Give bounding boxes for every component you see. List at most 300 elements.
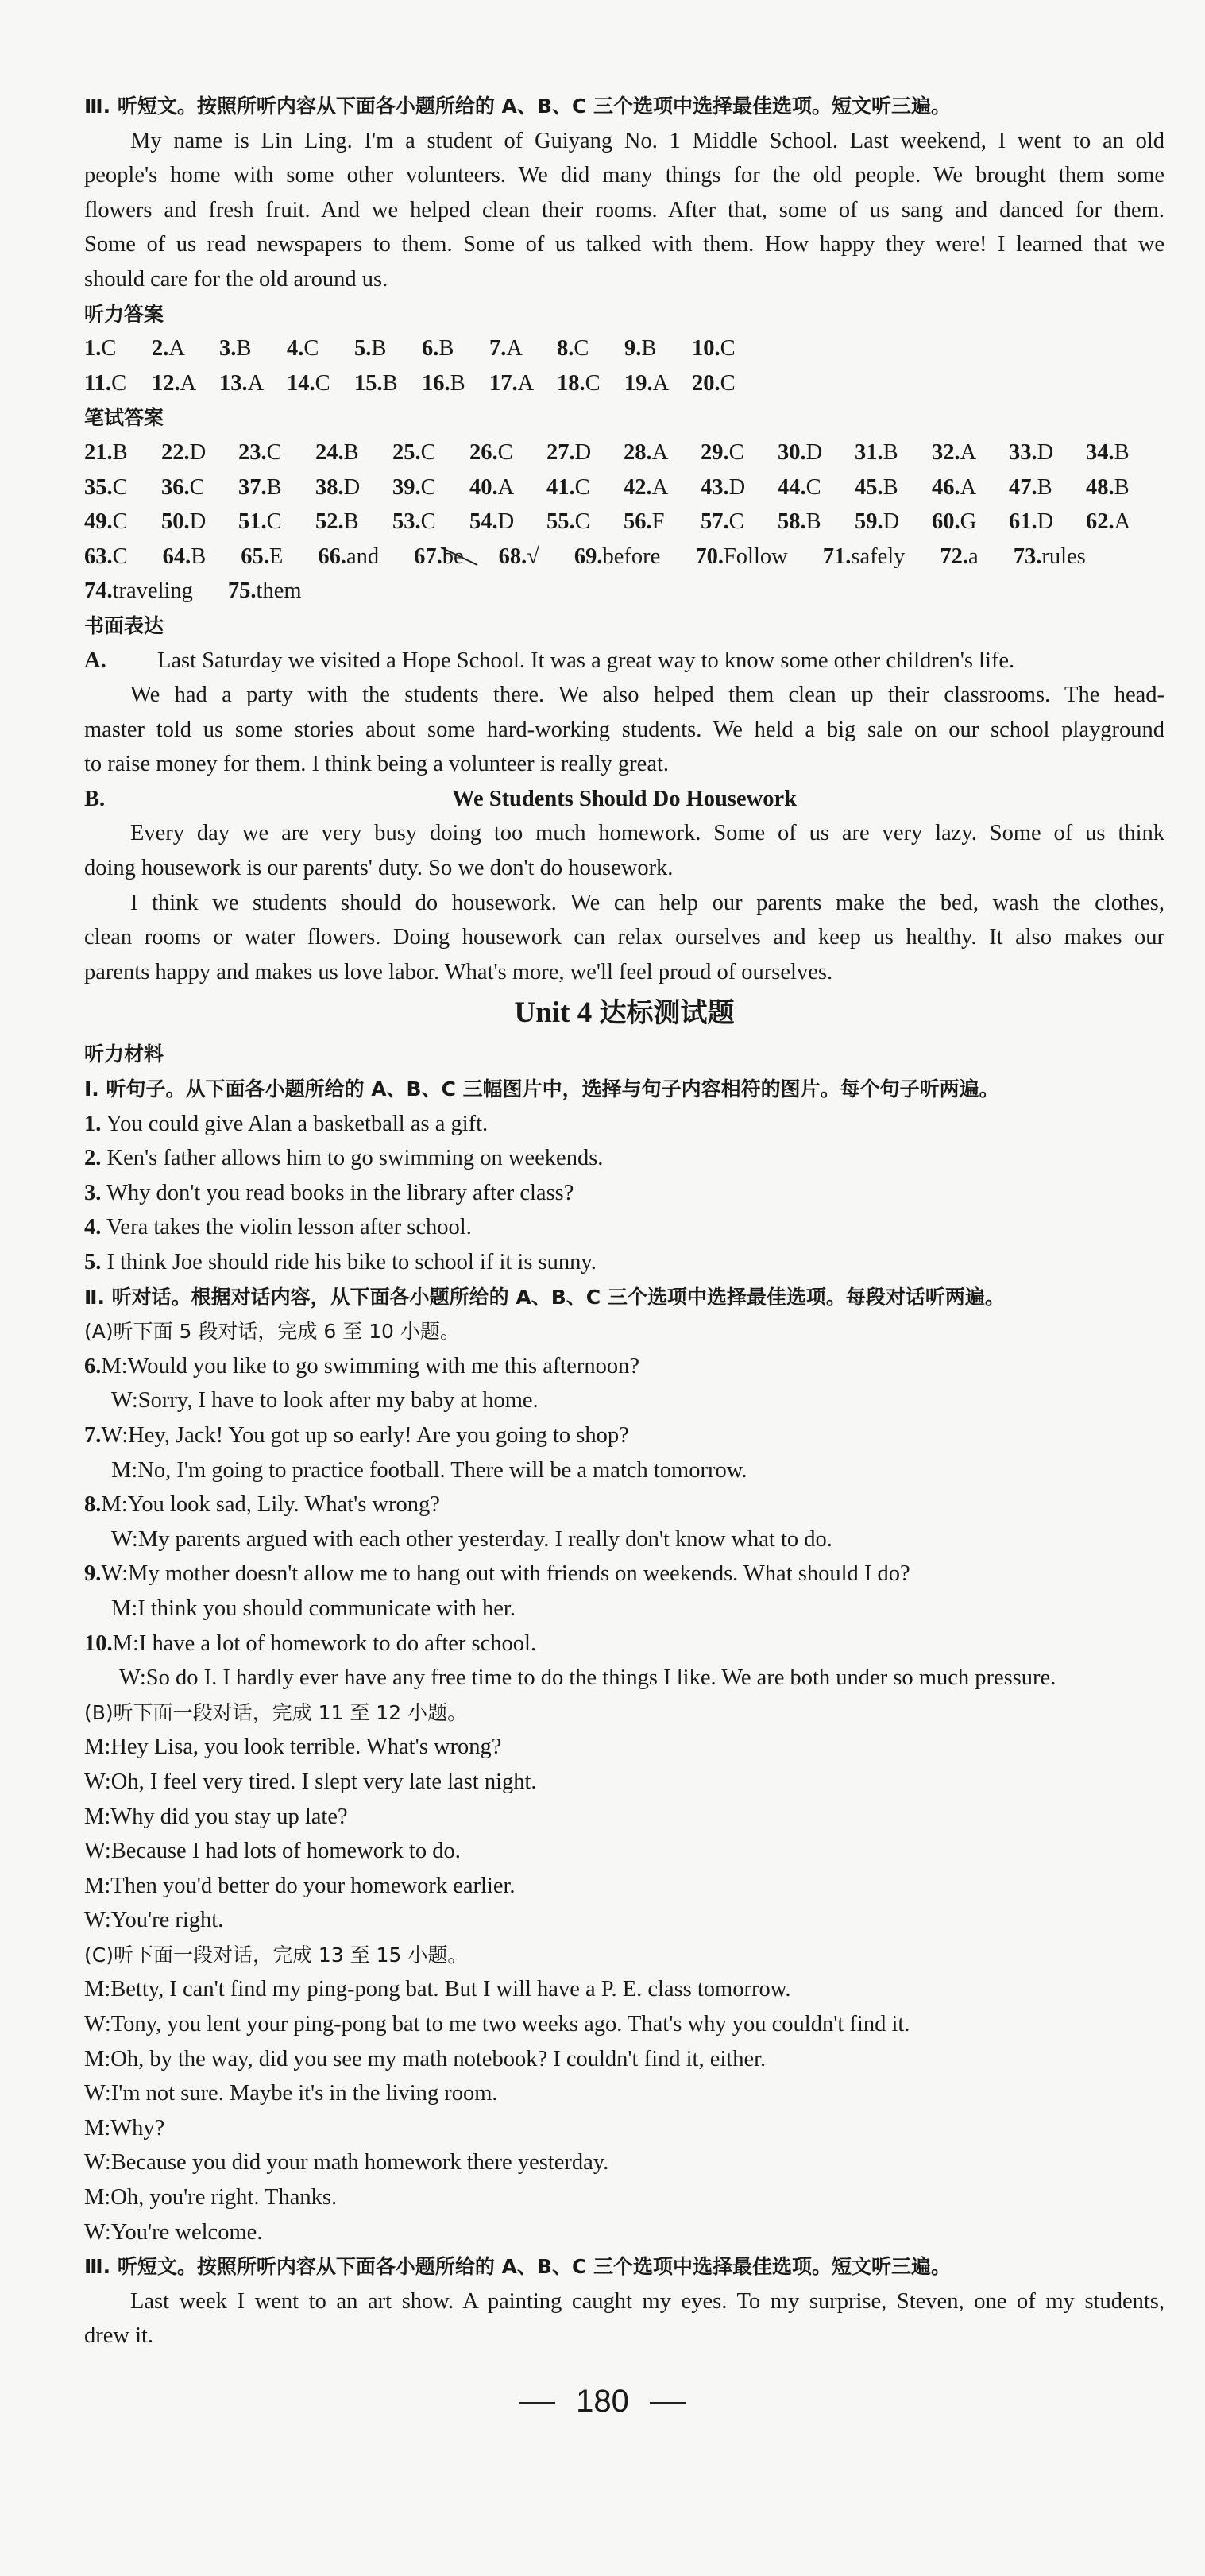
dialog-line xyxy=(84,1349,1164,1384)
answer-item xyxy=(1009,505,1086,540)
answer-value: D xyxy=(189,509,207,535)
answer-number: 28. xyxy=(624,439,652,465)
answer-value: A xyxy=(247,370,265,396)
answer-value: B xyxy=(883,474,898,500)
answer-value: G xyxy=(960,509,977,535)
answer-value: A xyxy=(506,336,523,362)
answer-value: A xyxy=(652,370,670,396)
answer-number: 70. xyxy=(695,543,724,569)
dialog-number: 8. xyxy=(84,1492,102,1518)
page-number-dash xyxy=(650,2402,686,2404)
answer-item xyxy=(287,331,354,366)
dialog-line xyxy=(84,1626,1164,1661)
answer-value: D xyxy=(574,439,592,465)
answer-number: 74. xyxy=(84,578,113,604)
answer-number: 43. xyxy=(701,474,729,500)
dialog-line: W:I'm not sure. Maybe it's in the living room. xyxy=(84,2081,498,2106)
answer-item xyxy=(489,366,557,401)
answer-number: 66. xyxy=(318,543,346,569)
answer-number: 54. xyxy=(469,509,498,535)
answer-value: C xyxy=(585,370,601,396)
answer-value: C xyxy=(720,336,736,362)
answer-value: C xyxy=(805,474,821,500)
answer-value: C xyxy=(112,509,128,535)
answer-number: 48. xyxy=(1086,474,1114,500)
answer-number: 73. xyxy=(1013,543,1042,569)
page-number-text: 180 xyxy=(576,2384,629,2419)
answer-value: C xyxy=(728,439,744,465)
essay-line: to raise money for them. I think being a volunteer is really great. xyxy=(84,752,670,777)
sentence-line xyxy=(84,1107,1164,1142)
dialog-line: M:Oh, you're right. Thanks. xyxy=(84,2185,338,2210)
answer-item xyxy=(624,331,692,366)
written-answers-row xyxy=(84,540,1164,574)
answer-item xyxy=(778,505,855,540)
answer-number: 53. xyxy=(392,509,421,535)
dialog-number: 10. xyxy=(84,1630,113,1656)
strike-line xyxy=(441,547,477,565)
essay-b-label: B. xyxy=(84,786,106,811)
answer-value: and xyxy=(346,543,380,569)
answer-number: 31. xyxy=(855,439,883,465)
answer-number: 35. xyxy=(84,474,113,500)
sentence-line xyxy=(84,1245,1164,1280)
answer-number: 60. xyxy=(932,509,960,535)
essay-line: Last Saturday we visited a Hope School. It was a great way to know some other children's life. xyxy=(157,648,1015,673)
answer-number: 57. xyxy=(701,509,729,535)
sentence-number: 5. xyxy=(84,1250,102,1274)
dialog-text: W:My mother doesn't allow me to hang out with friends on weekends. What should I do? xyxy=(101,1561,910,1587)
part3-heading: Ⅲ. 听短文。按照所听内容从下面各小题所给的 A、B、C 三个选项中选择最佳选项。短文听三遍。 xyxy=(84,2255,951,2279)
dialog-line: M:Why did you stay up late? xyxy=(84,1804,348,1829)
listening-answers-heading: 听力答案 xyxy=(84,302,164,326)
unit-title xyxy=(84,991,1164,1035)
answer-number: 69. xyxy=(574,543,603,569)
answer-number: 72. xyxy=(940,543,969,569)
essay-line: master told us some stories about some hard-working students. We held a big sale on our school playground xyxy=(84,717,1164,742)
answer-number: 1. xyxy=(84,336,102,362)
answer-item xyxy=(318,540,396,574)
sentence-line xyxy=(84,1210,1164,1245)
answer-number: 3. xyxy=(219,336,237,362)
answer-item xyxy=(940,540,995,574)
answer-value: √ xyxy=(527,543,539,569)
answer-value: E xyxy=(268,543,284,569)
answer-value: them xyxy=(256,578,302,604)
answer-item xyxy=(422,366,489,401)
subsection-b: (B)听下面一段对话，完成 11 至 12 小题。 xyxy=(84,1700,468,1724)
answer-value: A xyxy=(960,439,977,465)
passage-line: flowers and fresh fruit. And we helped clean their rooms. After that, some of us sang and danced for them. xyxy=(84,197,1164,222)
answer-item xyxy=(695,540,805,574)
answer-number: 67. xyxy=(414,543,442,569)
answer-value: C xyxy=(574,509,590,535)
answer-number: 55. xyxy=(546,509,575,535)
answer-value: D xyxy=(1037,439,1054,465)
answer-value: C xyxy=(574,474,590,500)
answer-number: 29. xyxy=(701,439,729,465)
answer-item xyxy=(161,505,238,540)
answer-value: A xyxy=(651,474,669,500)
section-heading: Ⅲ. 听短文。按照所听内容从下面各小题所给的 A、B、C 三个选项中选择最佳选项。短文听三遍。 xyxy=(84,95,951,118)
answer-value: before xyxy=(602,543,661,569)
answer-value: C xyxy=(111,370,127,396)
answer-number: 34. xyxy=(1086,439,1114,465)
answer-item xyxy=(84,470,161,505)
answer-value: B xyxy=(343,509,359,535)
answer-item xyxy=(219,366,287,401)
answer-item xyxy=(624,470,701,505)
answer-number: 32. xyxy=(932,439,960,465)
sentence-text: Ken's father allows him to go swimming on weekends. xyxy=(106,1146,604,1171)
dialog-line: W:Tony, you lent your ping-pong bat to me two weeks ago. That's why you couldn't find it. xyxy=(84,2012,910,2037)
answer-value: C xyxy=(112,543,128,569)
essay-line: clean rooms or water flowers. Doing housework can relax ourselves and keep us healthy. It also makes our xyxy=(84,925,1164,950)
answer-item xyxy=(546,505,624,540)
answer-value: C xyxy=(303,336,319,362)
answer-number: 17. xyxy=(489,370,518,396)
answer-value: D xyxy=(343,474,361,500)
dialog-line: W:You're right. xyxy=(84,1908,224,1933)
answer-value: C xyxy=(112,474,128,500)
answer-item xyxy=(692,366,759,401)
subsection-a: (A)听下面 5 段对话，完成 6 至 10 小题。 xyxy=(84,1320,460,1344)
answer-number: 44. xyxy=(778,474,806,500)
answer-number: 62. xyxy=(1086,509,1114,535)
dialog-c xyxy=(84,1972,1164,2249)
answer-number: 41. xyxy=(546,474,575,500)
answer-value: C xyxy=(315,370,330,396)
answer-item xyxy=(692,331,759,366)
part1-heading: Ⅰ. 听句子。从下面各小题所给的 A、B、C 三幅图片中，选择与句子内容相符的图片。每个句子听两遍。 xyxy=(84,1077,999,1101)
sentence-text: Vera takes the violin lesson after school. xyxy=(106,1215,472,1240)
dialog-number: 7. xyxy=(84,1422,102,1448)
answer-number: 64. xyxy=(162,543,191,569)
answer-item xyxy=(469,470,546,505)
answer-value: C xyxy=(420,439,436,465)
answer-value: C xyxy=(420,474,436,500)
answer-value: B xyxy=(438,336,454,362)
answer-number: 5. xyxy=(354,336,372,362)
sentence-text: I think Joe should ride his bike to school if it is sunny. xyxy=(106,1250,597,1274)
dialog-b xyxy=(84,1730,1164,1938)
answer-number: 25. xyxy=(392,439,421,465)
answer-value: a xyxy=(968,543,979,569)
answer-value: D xyxy=(883,509,900,535)
answer-item xyxy=(315,435,392,470)
answer-item xyxy=(219,331,287,366)
answer-value: D xyxy=(1037,509,1054,535)
materials-heading: 听力材料 xyxy=(84,1042,164,1066)
answer-number: 49. xyxy=(84,509,113,535)
answer-number: 24. xyxy=(315,439,344,465)
sentence-list xyxy=(84,1107,1164,1280)
answer-value: B xyxy=(1037,474,1052,500)
answer-value: B xyxy=(450,370,465,396)
answer-item xyxy=(932,505,1009,540)
strike-mark xyxy=(439,544,482,568)
writing-heading: 书面表达 xyxy=(84,613,164,637)
answer-value: C xyxy=(420,509,436,535)
unit-title-en: Unit 4 xyxy=(514,996,593,1030)
answer-item xyxy=(392,470,469,505)
answer-number: 46. xyxy=(932,474,960,500)
answer-value: safely xyxy=(851,543,906,569)
part3-line: drew it. xyxy=(84,2323,154,2349)
essay-line: doing housework is our parents' duty. So we don't do housework. xyxy=(84,856,674,881)
answer-item xyxy=(546,470,624,505)
answer-value: C xyxy=(101,336,117,362)
answer-item xyxy=(624,505,701,540)
answer-item xyxy=(1014,540,1103,574)
sentence-line xyxy=(84,1176,1164,1211)
answer-item xyxy=(84,574,210,609)
answer-number: 56. xyxy=(624,509,652,535)
answer-number: 37. xyxy=(238,474,267,500)
answer-number: 45. xyxy=(855,474,883,500)
answer-item xyxy=(163,540,224,574)
answer-number: 71. xyxy=(822,543,852,569)
answer-number: 59. xyxy=(855,509,883,535)
answer-number: 18. xyxy=(557,370,585,396)
answer-value: B xyxy=(1114,439,1130,465)
dialog-line: W:My parents argued with each other yesterday. I really don't know what to do. xyxy=(111,1526,832,1552)
answer-value: C xyxy=(720,370,736,396)
subsection-c: (C)听下面一段对话，完成 13 至 15 小题。 xyxy=(84,1943,468,1967)
answer-item xyxy=(238,470,315,505)
essay-line: I think we students should do housework. We can help our parents make the bed, wash the clothes, xyxy=(130,890,1164,915)
answer-item xyxy=(624,366,692,401)
written-answers-heading: 笔试答案 xyxy=(84,406,164,430)
answer-number: 33. xyxy=(1009,439,1037,465)
answer-value: A xyxy=(517,370,535,396)
answer-number: 23. xyxy=(238,439,267,465)
essay-a-label: A. xyxy=(84,648,106,673)
answer-value: B xyxy=(641,336,657,362)
answer-number: 16. xyxy=(422,370,450,396)
dialog-text: W:Hey, Jack! You got up so early! Are you going to shop? xyxy=(101,1422,629,1448)
answer-number: 6. xyxy=(422,336,439,362)
answer-number: 65. xyxy=(241,543,269,569)
dialog-line xyxy=(84,1487,1164,1522)
answer-number: 20. xyxy=(692,370,720,396)
answer-value: B xyxy=(805,509,821,535)
answer-item xyxy=(315,505,392,540)
answer-item xyxy=(855,435,932,470)
answer-item xyxy=(414,540,481,574)
essay-line: We had a party with the students there. We also helped them clean up their classrooms. The head- xyxy=(130,683,1164,708)
answer-value: A xyxy=(180,370,197,396)
answer-item xyxy=(161,470,238,505)
answer-number: 75. xyxy=(227,578,257,604)
answer-item xyxy=(574,540,678,574)
answer-item xyxy=(1009,470,1086,505)
answer-number: 13. xyxy=(219,370,248,396)
answer-item xyxy=(241,540,300,574)
answer-value: D xyxy=(189,439,207,465)
answer-item xyxy=(778,470,855,505)
answer-item xyxy=(392,435,469,470)
answer-item xyxy=(152,366,219,401)
passage-line: should care for the old around us. xyxy=(84,266,388,292)
answer-value: B xyxy=(1114,474,1130,500)
dialog-list-a xyxy=(84,1349,1164,1696)
answer-value: C xyxy=(266,509,282,535)
passage-line: My name is Lin Ling. I'm a student of Guiyang No. 1 Middle School. Last weekend, I went to an old xyxy=(130,128,1164,153)
dialog-number: 6. xyxy=(84,1353,102,1379)
dialog-line: W:So do I. I hardly ever have any free time to do the things I like. We are both under so much pressure. xyxy=(119,1665,1056,1691)
sentence-text: Why don't you read books in the library after class? xyxy=(106,1180,574,1205)
answer-value: A xyxy=(168,336,185,362)
answer-item xyxy=(392,505,469,540)
answer-item xyxy=(546,435,624,470)
answer-item xyxy=(557,366,624,401)
dialog-line: M:Then you'd better do your homework earlier. xyxy=(84,1873,516,1898)
answer-item xyxy=(823,540,923,574)
sentence-number: 1. xyxy=(84,1111,102,1136)
answer-number: 52. xyxy=(315,509,344,535)
answer-value: D xyxy=(728,474,746,500)
answer-number: 36. xyxy=(161,474,190,500)
answer-value: B xyxy=(343,439,359,465)
answer-item xyxy=(778,435,855,470)
answer-value: A xyxy=(497,474,515,500)
answer-value: traveling xyxy=(112,578,193,604)
answer-item xyxy=(469,435,546,470)
part3-line: Last week I went to an art show. A painting caught my eyes. To my surprise, Steven, one of my students, xyxy=(130,2288,1164,2314)
answer-item xyxy=(84,435,161,470)
answer-number: 27. xyxy=(546,439,575,465)
answer-item xyxy=(354,331,422,366)
answer-item xyxy=(557,331,624,366)
answer-item xyxy=(855,505,932,540)
answer-item xyxy=(422,331,489,366)
answer-value: D xyxy=(805,439,823,465)
answer-item xyxy=(84,331,152,366)
dialog-line: M:Why? xyxy=(84,2115,165,2141)
answer-number: 10. xyxy=(692,336,720,362)
answer-number: 42. xyxy=(624,474,652,500)
sentence-line xyxy=(84,1141,1164,1176)
answer-item xyxy=(469,505,546,540)
answer-item xyxy=(701,435,778,470)
answer-number: 26. xyxy=(469,439,498,465)
answer-item xyxy=(152,331,219,366)
dialog-line: M:No, I'm going to practice football. There will be a match tomorrow. xyxy=(111,1457,747,1483)
answer-number: 19. xyxy=(624,370,653,396)
dialog-number: 9. xyxy=(84,1561,102,1587)
answer-item xyxy=(238,435,315,470)
unit-title-cn: 达标测试题 xyxy=(599,997,735,1030)
answer-value: A xyxy=(651,439,669,465)
answer-number: 63. xyxy=(84,543,113,569)
dialog-line xyxy=(84,1418,1164,1453)
essay-b-title: We Students Should Do Housework xyxy=(452,786,797,811)
dialog-line: M:I think you should communicate with her. xyxy=(111,1595,516,1621)
answer-value: B xyxy=(112,439,128,465)
dialog-text: M:You look sad, Lily. What's wrong? xyxy=(101,1492,440,1518)
answer-number: 22. xyxy=(161,439,190,465)
dialog-line: W:Because I had lots of homework to do. xyxy=(84,1839,461,1864)
answer-value: D xyxy=(497,509,515,535)
answer-value: F xyxy=(651,509,665,535)
answer-item xyxy=(932,470,1009,505)
answer-item xyxy=(701,505,778,540)
written-answers-grid xyxy=(84,435,1164,540)
answer-value: C xyxy=(574,336,589,362)
answer-value: B xyxy=(371,336,387,362)
answer-value: Follow xyxy=(723,543,788,569)
answer-item xyxy=(1086,470,1163,505)
answer-item xyxy=(161,435,238,470)
answer-number: 61. xyxy=(1009,509,1037,535)
part2-heading: Ⅱ. 听对话。根据对话内容，从下面各小题所给的 A、B、C 三个选项中选择最佳选项。每段对话听两遍。 xyxy=(84,1285,1005,1309)
answer-item xyxy=(238,505,315,540)
answer-value: B xyxy=(191,543,207,569)
sentence-number: 3. xyxy=(84,1180,102,1205)
answer-value: be xyxy=(442,540,464,574)
page-content xyxy=(84,89,1164,2354)
written-answers-row xyxy=(84,574,1164,609)
answer-item xyxy=(84,366,152,401)
answer-item xyxy=(932,435,1009,470)
answer-value: B xyxy=(883,439,898,465)
sentence-number: 2. xyxy=(84,1146,102,1171)
answer-number: 4. xyxy=(287,336,304,362)
answer-number: 47. xyxy=(1009,474,1037,500)
dialog-line: W:Oh, I feel very tired. I slept very late last night. xyxy=(84,1769,537,1794)
answer-item xyxy=(624,435,701,470)
answer-number: 40. xyxy=(469,474,498,500)
answer-item xyxy=(1086,505,1163,540)
answer-item xyxy=(84,540,145,574)
answer-number: 68. xyxy=(498,543,527,569)
dialog-text: M:I have a lot of homework to do after school. xyxy=(112,1630,537,1656)
listening-answers-grid xyxy=(84,331,1164,400)
answer-value: A xyxy=(1114,509,1131,535)
answer-item xyxy=(701,470,778,505)
answer-item xyxy=(228,574,319,609)
answer-value: C xyxy=(497,439,513,465)
answer-number: 30. xyxy=(778,439,806,465)
dialog-line: M:Hey Lisa, you look terrible. What's wrong? xyxy=(84,1735,502,1760)
answer-number: 38. xyxy=(315,474,344,500)
passage-line: Some of us read newspapers to them. Some of us talked with them. How happy they were! I learned that we xyxy=(84,232,1164,257)
answer-item xyxy=(315,470,392,505)
answer-item xyxy=(499,540,557,574)
passage-line: people's home with some other volunteers. We did many things for the old people. We brought them some xyxy=(84,163,1164,188)
answer-value: A xyxy=(960,474,977,500)
answer-number: 8. xyxy=(557,336,574,362)
essay-line: parents happy and makes us love labor. What's more, we'll feel proud of ourselves. xyxy=(84,959,833,984)
answer-value: C xyxy=(728,509,744,535)
dialog-line: W:Sorry, I have to look after my baby at home. xyxy=(111,1388,539,1414)
answer-item xyxy=(489,331,557,366)
answer-number: 51. xyxy=(238,509,267,535)
answer-number: 58. xyxy=(778,509,806,535)
dialog-line xyxy=(84,1557,1164,1592)
answer-number: 2. xyxy=(152,336,169,362)
answer-value: B xyxy=(382,370,398,396)
answer-number: 50. xyxy=(161,509,190,535)
answer-number: 7. xyxy=(489,336,507,362)
answer-value: C xyxy=(266,439,282,465)
page-number xyxy=(0,2384,1205,2419)
answer-number: 15. xyxy=(354,370,383,396)
page-number-dash xyxy=(519,2402,555,2404)
answer-value: B xyxy=(266,474,282,500)
answer-value: B xyxy=(236,336,252,362)
